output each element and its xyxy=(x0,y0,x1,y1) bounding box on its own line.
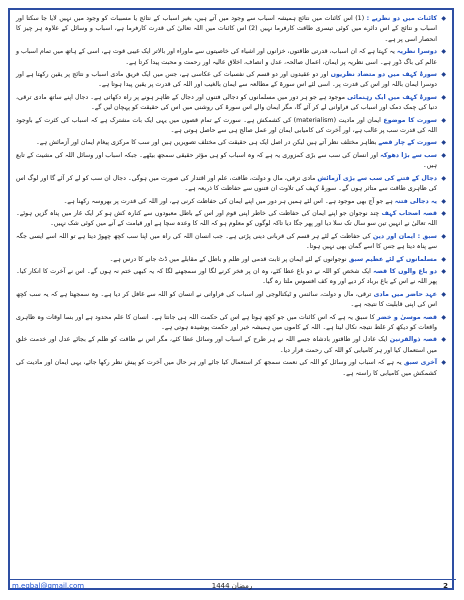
paragraph-heading: سورۂ کہف میں دو متضاد نظریوں xyxy=(330,71,437,79)
paragraph-heading: سورۂ کہف میں ایک رہنمائی xyxy=(347,93,437,101)
paragraph xyxy=(16,358,446,379)
paragraph-text: کی حفاظت کے لئے ہر قسم کی قربانی دینی پڑتی ہے۔ جب انسان اللہ کی راہ میں اپنا سب کچھ چھوڑ دیتا ہے تو اللہ اسے ایسی جگہ سے پناہ دیتا ہے جس کا اسے گمان بھی نہیں ہوتا۔ xyxy=(16,232,437,251)
paragraph xyxy=(16,313,446,334)
paragraph xyxy=(16,93,446,114)
paragraph-heading: دو باغ والوں کا قصہ xyxy=(373,267,437,275)
paragraph xyxy=(16,47,446,68)
paragraph-text: ایک شخص کو اللہ نے دو باغ عطا کئے، وہ ان پر فخر کرنے لگا اور سمجھنے لگا کہ یہ کبھی ختم نہ ہوں گے۔ اس نے آخرت کا انکار کیا۔ پھر اللہ نے اس کے باغ برباد کر دیے اور وہ کف افسوس ملتا رہ گیا۔ xyxy=(16,267,437,286)
paragraph-heading: سورت کا موضوع xyxy=(383,116,437,124)
paragraph xyxy=(16,14,446,45)
paragraph-text: ایک عادل اور طاقتور بادشاہ جسے اللہ نے ہر طرح کے اسباب اور وسائل عطا کئے، مگر اس نے طاقت کو ظلم کے بجائے عدل اور خدمت خلق میں استعمال کیا اور ہر کامیابی کو اللہ کی رحمت قرار دیا۔ xyxy=(16,336,437,354)
paragraph-text: (1) اس کائنات میں نتائج ہمیشہ اسباب سے وجود میں آتے ہیں، بغیر اسباب کے نتائج یا مسببات کو وجود میں نہیں لایا جا سکتا اور اسباب و نتائج کے اس دائرے میں کوئی تیسری طاقت کارفرما نہیں (2) اس کائنات میں اللہ تعالیٰ کی قدرت کارفرما ہے، اسباب و وسائل کے علاوہ ہر چیز کا انحصار اسی پر ہے۔ xyxy=(16,15,437,43)
paragraph-text: اور دو عقیدوں اور دو قسم کی نفسیات کی عکاسی ہے، جس میں ایک فریق مادی اسباب و نتائج پر یقین رکھتا ہے اور دوسرا ایمان باللہ اور اس کی قدرت پر۔ اسی لئے اس سورۃ کے مطالعہ سے ایمان بالغیب اور اللہ کی قدرت پر یقین پیدا ہوتا ہے۔ xyxy=(16,71,437,89)
paragraph-text: یہ ہے کہ اسباب اور وسائل کو اللہ کی نعمت سمجھ کر استعمال کیا جائے اور ہر حال میں آخرت کو پیش نظر رکھا جائے، یہی ایمان اور مادیت کی کشمکش میں کامیابی کا راستہ ہے۔ xyxy=(16,359,437,377)
page-number: 2 xyxy=(443,582,448,590)
paragraph xyxy=(16,267,446,288)
page-footer xyxy=(12,582,452,592)
paragraph-text: ترقی، مال و دولت، سائنس و ٹیکنالوجی اور اسباب کی فراوانی نے انسان کو اللہ سے غافل کر دیا ہے۔ وہ سمجھتا ہے کہ یہ سب کچھ اس کی اپنی قابلیت کا نتیجہ ہے۔ xyxy=(16,290,437,309)
footer-date: رمضان 1444 xyxy=(211,582,253,590)
paragraph-text: کا سبق یہ ہے کہ اس کائنات میں جو کچھ ہوتا ہے اس کی حکمت اللہ ہی جانتا ہے۔ انسان کا علم محدود ہے اور بسا اوقات وہ ظاہری واقعات کو دیکھ کر غلط نتیجہ نکال لیتا ہے۔ اللہ کے کاموں میں ہمیشہ خیر اور حکمت پوشیدہ ہوتی ہے۔ xyxy=(16,313,437,331)
paragraph xyxy=(16,335,446,356)
paragraph-heading: سورت کے چار قصے xyxy=(378,139,437,147)
paragraph-heading: قصہ ذوالقرنین xyxy=(389,336,437,344)
paragraph-text: موجود ہے جو ہر دور میں مسلمانوں کو دجالی فتنوں اور دجال کے ظاہر ہونے پر راہ دکھاتی ہے۔ دجال اپنے ساتھ مادی ترقی، دنیا کی چمک دمک اور اسباب کی فراوانی لے کر آئے گا، مگر ایمان والے اس سورۃ کی روشنی میں اس کی حقیقت کو پہچان لیں گے۔ xyxy=(16,93,437,112)
paragraph-text: یہ کہتا ہے کہ ان اسباب، قدرتی طاقتوں، خزانوں اور اشیاء کی خاصیتوں سے ماوراء اور بالاتر ایک غیبی قوت ہے، اسی کے ہاتھ میں تمام اسباب و عالم کی باگ ڈور ہے۔ اسی نظریہ پر ایمان، اعمال صالحہ، عدل و انصاف، اخلاق عالیہ اور رحمت و محبت پیدا کرتا ہے۔ xyxy=(16,48,437,66)
article-body xyxy=(16,14,446,381)
paragraph-heading: آخری سبق xyxy=(403,359,438,367)
paragraph-text: مادی ترقی، مال و دولت، طاقت، علم اور اقتدار کی صورت میں ہوگی۔ دجال ان سب کو لے کر آئے گا اور لوگ اس کی ظاہری طاقت سے متاثر ہوں گے۔ سورۂ کہف کی تلاوت ان فتنوں سے حفاظت کا ذریعہ ہے۔ xyxy=(16,174,437,193)
paragraph-heading: عہد حاضر میں مادی xyxy=(373,290,437,298)
paragraph xyxy=(16,197,446,207)
paragraph-text: ہے جو آج بھی موجود ہے۔ اس لئے ہمیں ہر دور میں اپنے ایمان کی حفاظت کرنی ہے، اور اللہ کی قدرت پر بھروسہ رکھنا ہے۔ xyxy=(63,197,393,205)
paragraph xyxy=(16,70,446,91)
paragraph-heading: قصہ موسیٰ و خضر xyxy=(376,313,437,321)
paragraph xyxy=(16,116,446,137)
paragraph-heading: کائنات میں دو نظریے : xyxy=(366,15,437,22)
paragraph-heading: یہ دجالی فتنہ xyxy=(394,197,437,205)
paragraph xyxy=(16,255,446,265)
paragraph xyxy=(16,232,446,253)
paragraph xyxy=(16,151,446,172)
paragraph xyxy=(16,209,446,230)
paragraph-heading: دوسرا نظریہ xyxy=(396,48,437,56)
paragraph-text: اور انسان کی سب سے بڑی کمزوری یہ ہے کہ وہ اسباب کو ہی مؤثر حقیقی سمجھ بیٹھے۔ جبکہ اسباب اور وسائل اللہ کی مشیت کے تابع ہیں۔ xyxy=(16,151,437,170)
paragraph xyxy=(16,174,446,195)
page-frame xyxy=(8,8,454,590)
paragraph xyxy=(16,290,446,311)
paragraph-heading: سب سے بڑا دھوکہ xyxy=(380,151,437,159)
paragraph-text: نوجوانوں کے لئے ایمان پر ثابت قدمی اور ظلم و باطل کے مقابلے میں ڈٹ جانے کا درس ہے۔ xyxy=(109,255,347,263)
footer-divider xyxy=(8,579,456,580)
paragraph-text: بظاہر مختلف نظر آتے ہیں لیکن در اصل ایک ہی حقیقت کی مختلف تصویریں ہیں اور سب کا مرکزی پیغام ایمان اور آزمائش ہے۔ xyxy=(36,139,377,147)
paragraph-text: چند نوجوان جو اپنے ایمان کی حفاظت کی خاطر اپنی قوم اور اس کے باطل معبودوں سے کنارہ کش ہو کر ایک غار میں پناہ گزیں ہوئے۔ اللہ تعالیٰ نے انہیں تین سو سال تک سلا دیا اور پھر جگا دیا تاکہ لوگوں کو معلوم ہو کہ اللہ کا وعدہ سچا ہے اور قیامت کے آنے میں کوئی شک نہیں۔ xyxy=(16,209,437,228)
paragraph xyxy=(16,138,446,148)
paragraph-heading: دجال کے فتنے کی سب سے بڑی آزمائش xyxy=(317,174,437,182)
paragraph-heading: سبق : ایمان اور دین xyxy=(372,232,437,240)
paragraph-text: ایمان اور مادیت (materialism) کی کشمکش ہے۔ سورت کے تمام قصوں میں یہی ایک بات مشترک ہے کہ اسباب کی کثرت کے باوجود اللہ کی قدرت سب پر غالب ہے، اور آخرت کی کامیابی ایمان اور عمل صالح ہی سے حاصل ہوتی ہے۔ xyxy=(16,116,437,135)
author-email-link[interactable]: m.eqbal@gmail.com xyxy=(12,582,85,590)
paragraph-heading: قصہ اصحاب کہف xyxy=(381,209,437,217)
paragraph-heading: مسلمانوں کے لئے عظیم سبق xyxy=(348,255,437,263)
